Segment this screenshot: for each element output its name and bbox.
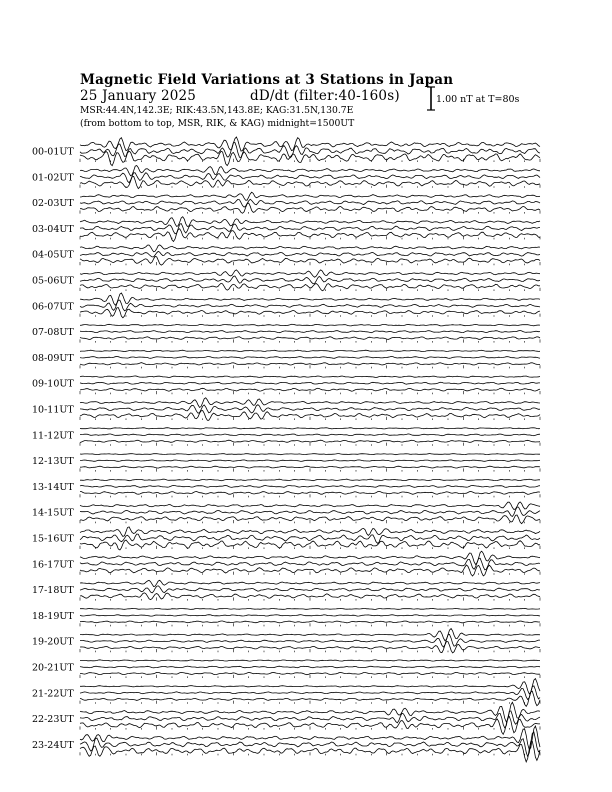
trace-RIK-20-21UT [80,666,540,668]
hour-row-10-11UT [32,398,540,421]
hour-label: 02-03UT [32,198,74,210]
hour-label: 20-21UT [32,662,74,674]
trace-KAG-17-18UT [80,580,540,586]
trace-MSR-13-14UT [80,491,540,494]
trace-KAG-12-13UT [80,454,540,455]
scale-bar [427,87,435,110]
trace-RIK-22-23UT [80,711,540,728]
hour-label: 16-17UT [32,559,74,571]
hour-label: 10-11UT [32,404,74,416]
trace-RIK-06-07UT [80,300,540,311]
trace-MSR-22-23UT [80,716,540,734]
trace-KAG-11-12UT [80,428,540,429]
trace-RIK-03-04UT [80,224,540,234]
trace-KAG-08-09UT [80,350,540,351]
trace-KAG-15-16UT [80,527,540,537]
hour-row-17-18UT [32,580,540,600]
trace-KAG-07-08UT [80,324,540,326]
trace-MSR-09-10UT [80,388,540,391]
hour-row-18-19UT [32,608,540,626]
hour-row-09-10UT [32,376,540,394]
hour-row-08-09UT [32,350,540,368]
hour-label: 08-09UT [32,352,74,364]
trace-MSR-20-21UT [80,672,540,674]
trace-KAG-02-03UT [80,192,540,200]
hour-label: 15-16UT [32,533,74,545]
hour-row-05-06UT [32,270,540,291]
trace-MSR-18-19UT [80,621,540,623]
hour-row-04-05UT [32,245,540,265]
trace-MSR-21-22UT [80,691,540,706]
hour-label: 14-15UT [32,507,74,519]
hour-row-19-20UT [32,629,540,653]
trace-RIK-09-10UT [80,382,540,384]
hour-label: 23-24UT [32,739,74,751]
hour-label: 01-02UT [32,172,74,184]
trace-KAG-03-04UT [80,217,540,227]
trace-RIK-07-08UT [80,331,540,333]
hour-label: 11-12UT [32,430,74,442]
hour-label: 07-08UT [32,327,74,339]
trace-MSR-23-24UT [80,741,540,762]
hour-label: 03-04UT [32,223,74,235]
trace-RIK-16-17UT [80,558,540,570]
trace-RIK-14-15UT [80,507,540,516]
station-coordinates: MSR:44.4N,142.3E; RIK:43.5N,143.8E; KAG:31.5N,130.7E [80,105,354,116]
trace-RIK-15-16UT [80,534,540,543]
trace-MSR-11-12UT [80,440,540,442]
hour-label: 00-01UT [32,146,74,158]
hour-row-07-08UT [32,324,540,342]
trace-RIK-08-09UT [80,356,540,358]
trace-MSR-12-13UT [80,466,540,468]
scale-bar-label: 1.00 nT at T=80s [436,94,520,105]
hour-row-01-02UT [32,166,540,189]
trace-KAG-13-14UT [80,479,540,481]
hour-label: 04-05UT [32,249,74,261]
trace-MSR-07-08UT [80,337,540,340]
trace-RIK-21-22UT [80,686,540,700]
hour-row-02-03UT [32,192,540,213]
trace-KAG-01-02UT [80,166,540,176]
trace-RIK-04-05UT [80,251,540,257]
hour-row-22-23UT [32,702,540,734]
trace-KAG-21-22UT [80,679,540,694]
chart-date: 25 January 2025 [80,88,197,104]
hour-row-15-16UT [32,527,540,550]
hour-label: 13-14UT [32,481,74,493]
trace-RIK-10-11UT [80,405,540,414]
hour-row-13-14UT [32,479,540,497]
hour-row-00-01UT [32,137,540,166]
hour-label: 21-22UT [32,688,74,700]
trace-KAG-18-19UT [80,608,540,609]
chart-quantity: dD/dt (filter:40-160s) [250,88,400,104]
hour-row-23-24UT [32,726,540,762]
hour-row-20-21UT [32,660,540,678]
trace-KAG-22-23UT [80,702,540,722]
trace-KAG-10-11UT [80,398,540,408]
trace-KAG-19-20UT [80,629,540,641]
trace-RIK-01-02UT [80,173,540,183]
hour-label: 19-20UT [32,636,74,648]
trace-KAG-20-21UT [80,660,540,661]
hour-row-11-12UT [32,428,540,446]
trace-RIK-11-12UT [80,434,540,436]
hour-label: 09-10UT [32,378,74,390]
hour-row-16-17UT [32,551,540,576]
hour-label: 18-19UT [32,610,74,622]
station-order-note: (from bottom to top, MSR, RIK, & KAG) midnight=1500UT [80,118,355,129]
hour-label: 12-13UT [32,456,74,468]
hour-row-12-13UT [32,454,540,472]
trace-RIK-13-14UT [80,485,540,487]
chart-title: Magnetic Field Variations at 3 Stations in Japan [80,72,454,88]
trace-RIK-18-19UT [80,615,540,617]
trace-KAG-05-06UT [80,270,540,277]
trace-RIK-02-03UT [80,199,540,207]
trace-MSR-03-04UT [80,229,540,242]
trace-RIK-05-06UT [80,276,540,284]
hour-label: 05-06UT [32,275,74,287]
trace-KAG-06-07UT [80,293,540,305]
trace-KAG-14-15UT [80,502,540,510]
hour-row-06-07UT [32,293,540,318]
trace-RIK-12-13UT [80,460,540,462]
hour-label: 17-18UT [32,585,74,597]
trace-RIK-19-20UT [80,634,540,647]
trace-RIK-17-18UT [80,586,540,593]
hour-label: 06-07UT [32,301,74,313]
trace-KAG-09-10UT [80,376,540,378]
trace-KAG-04-05UT [80,245,540,252]
trace-MSR-08-09UT [80,363,540,365]
hour-label: 22-23UT [32,714,74,726]
hour-row-14-15UT [32,502,540,524]
hour-row-03-04UT [32,217,540,242]
trace-KAG-00-01UT [80,137,540,151]
hour-row-21-22UT [32,679,540,707]
